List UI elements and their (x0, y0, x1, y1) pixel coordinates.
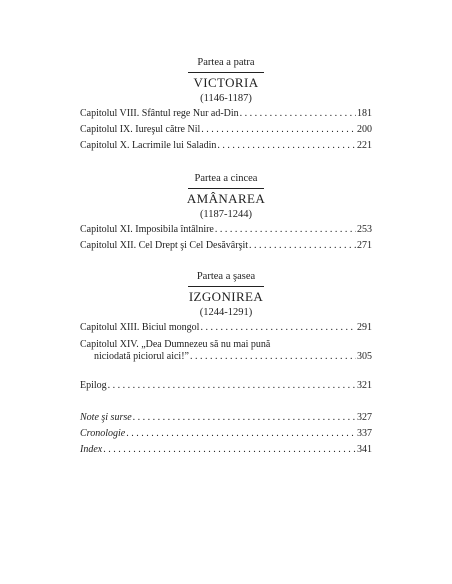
toc-entry-chronology[interactable] (80, 428, 372, 444)
toc-group-epilog (80, 380, 372, 396)
toc-group-4 (80, 108, 372, 156)
leader-dots (190, 351, 356, 362)
toc-group-6 (80, 322, 372, 367)
entry-page: 200 (357, 124, 372, 135)
toc-entry-epilog[interactable] (80, 380, 372, 396)
part-label: Partea a şasea (196, 271, 256, 282)
entry-page: 337 (357, 428, 372, 439)
toc-entry[interactable] (80, 338, 372, 367)
toc-group-back-matter (80, 412, 372, 460)
entry-continuation (80, 351, 372, 367)
part-header-6 (0, 270, 452, 319)
entry-page: 253 (357, 224, 372, 235)
entry-title: Capitolul VIII. Sfântul rege Nur ad-Din (80, 108, 239, 119)
entry-title: Capitolul XII. Cel Drept şi Cel Desăvârşit (80, 240, 249, 251)
part-label: Partea a cincea (194, 173, 258, 184)
leader-dots (126, 428, 356, 439)
leader-dots (133, 412, 356, 423)
leader-dots (103, 444, 356, 455)
entry-page: 341 (357, 444, 372, 455)
toc-entry[interactable] (80, 124, 372, 140)
entry-page: 321 (357, 380, 372, 391)
entry-title: Capitolul X. Lacrimile lui Saladin (80, 140, 217, 151)
entry-page: 181 (357, 108, 372, 119)
part-header-5 (0, 172, 452, 221)
part-header-4 (0, 56, 452, 105)
entry-title: Cronologie (80, 428, 126, 439)
toc-entry-notes[interactable] (80, 412, 372, 428)
leader-dots (249, 240, 356, 251)
leader-dots (215, 224, 356, 235)
entry-page: 327 (357, 412, 372, 423)
leader-dots (240, 108, 356, 119)
divider-rule (188, 188, 264, 189)
leader-dots (108, 380, 356, 391)
entry-page: 271 (357, 240, 372, 251)
entry-page: 291 (357, 322, 372, 333)
entry-title: Epilog (80, 380, 107, 391)
toc-entry[interactable] (80, 108, 372, 124)
entry-title: Index (80, 444, 103, 455)
entry-title: Capitolul IX. Iureşul către Nil (80, 124, 201, 135)
toc-entry[interactable] (80, 240, 372, 256)
leader-dots (200, 322, 356, 333)
toc-entry[interactable] (80, 322, 372, 338)
entry-title: Capitolul XIII. Biciul mongol (80, 322, 200, 333)
entry-title: Note şi surse (80, 412, 132, 423)
leader-dots (217, 140, 356, 151)
part-title: VICTORIA (193, 75, 259, 90)
toc-entry[interactable] (80, 224, 372, 240)
part-years: (1187-1244) (199, 209, 253, 220)
entry-title-line1: Capitolul XIV. „Dea Dumnezeu să nu mai pună (80, 339, 271, 350)
divider-rule (188, 72, 264, 73)
entry-title: Capitolul XI. Imposibila întâlnire (80, 224, 214, 235)
part-years: (1146-1187) (200, 93, 252, 104)
part-title: AMÂNAREA (186, 191, 266, 206)
toc-entry-index[interactable] (80, 444, 372, 460)
part-label: Partea a patra (197, 57, 255, 68)
entry-page: 305 (357, 351, 372, 362)
divider-rule (188, 286, 264, 287)
part-years: (1244-1291) (199, 307, 253, 318)
leader-dots (201, 124, 356, 135)
part-title: IZGONIREA (188, 289, 264, 304)
toc-group-5 (80, 224, 372, 256)
toc-entry[interactable] (80, 140, 372, 156)
entry-page: 221 (357, 140, 372, 151)
entry-title-line2: niciodată piciorul aici!” (94, 351, 189, 362)
